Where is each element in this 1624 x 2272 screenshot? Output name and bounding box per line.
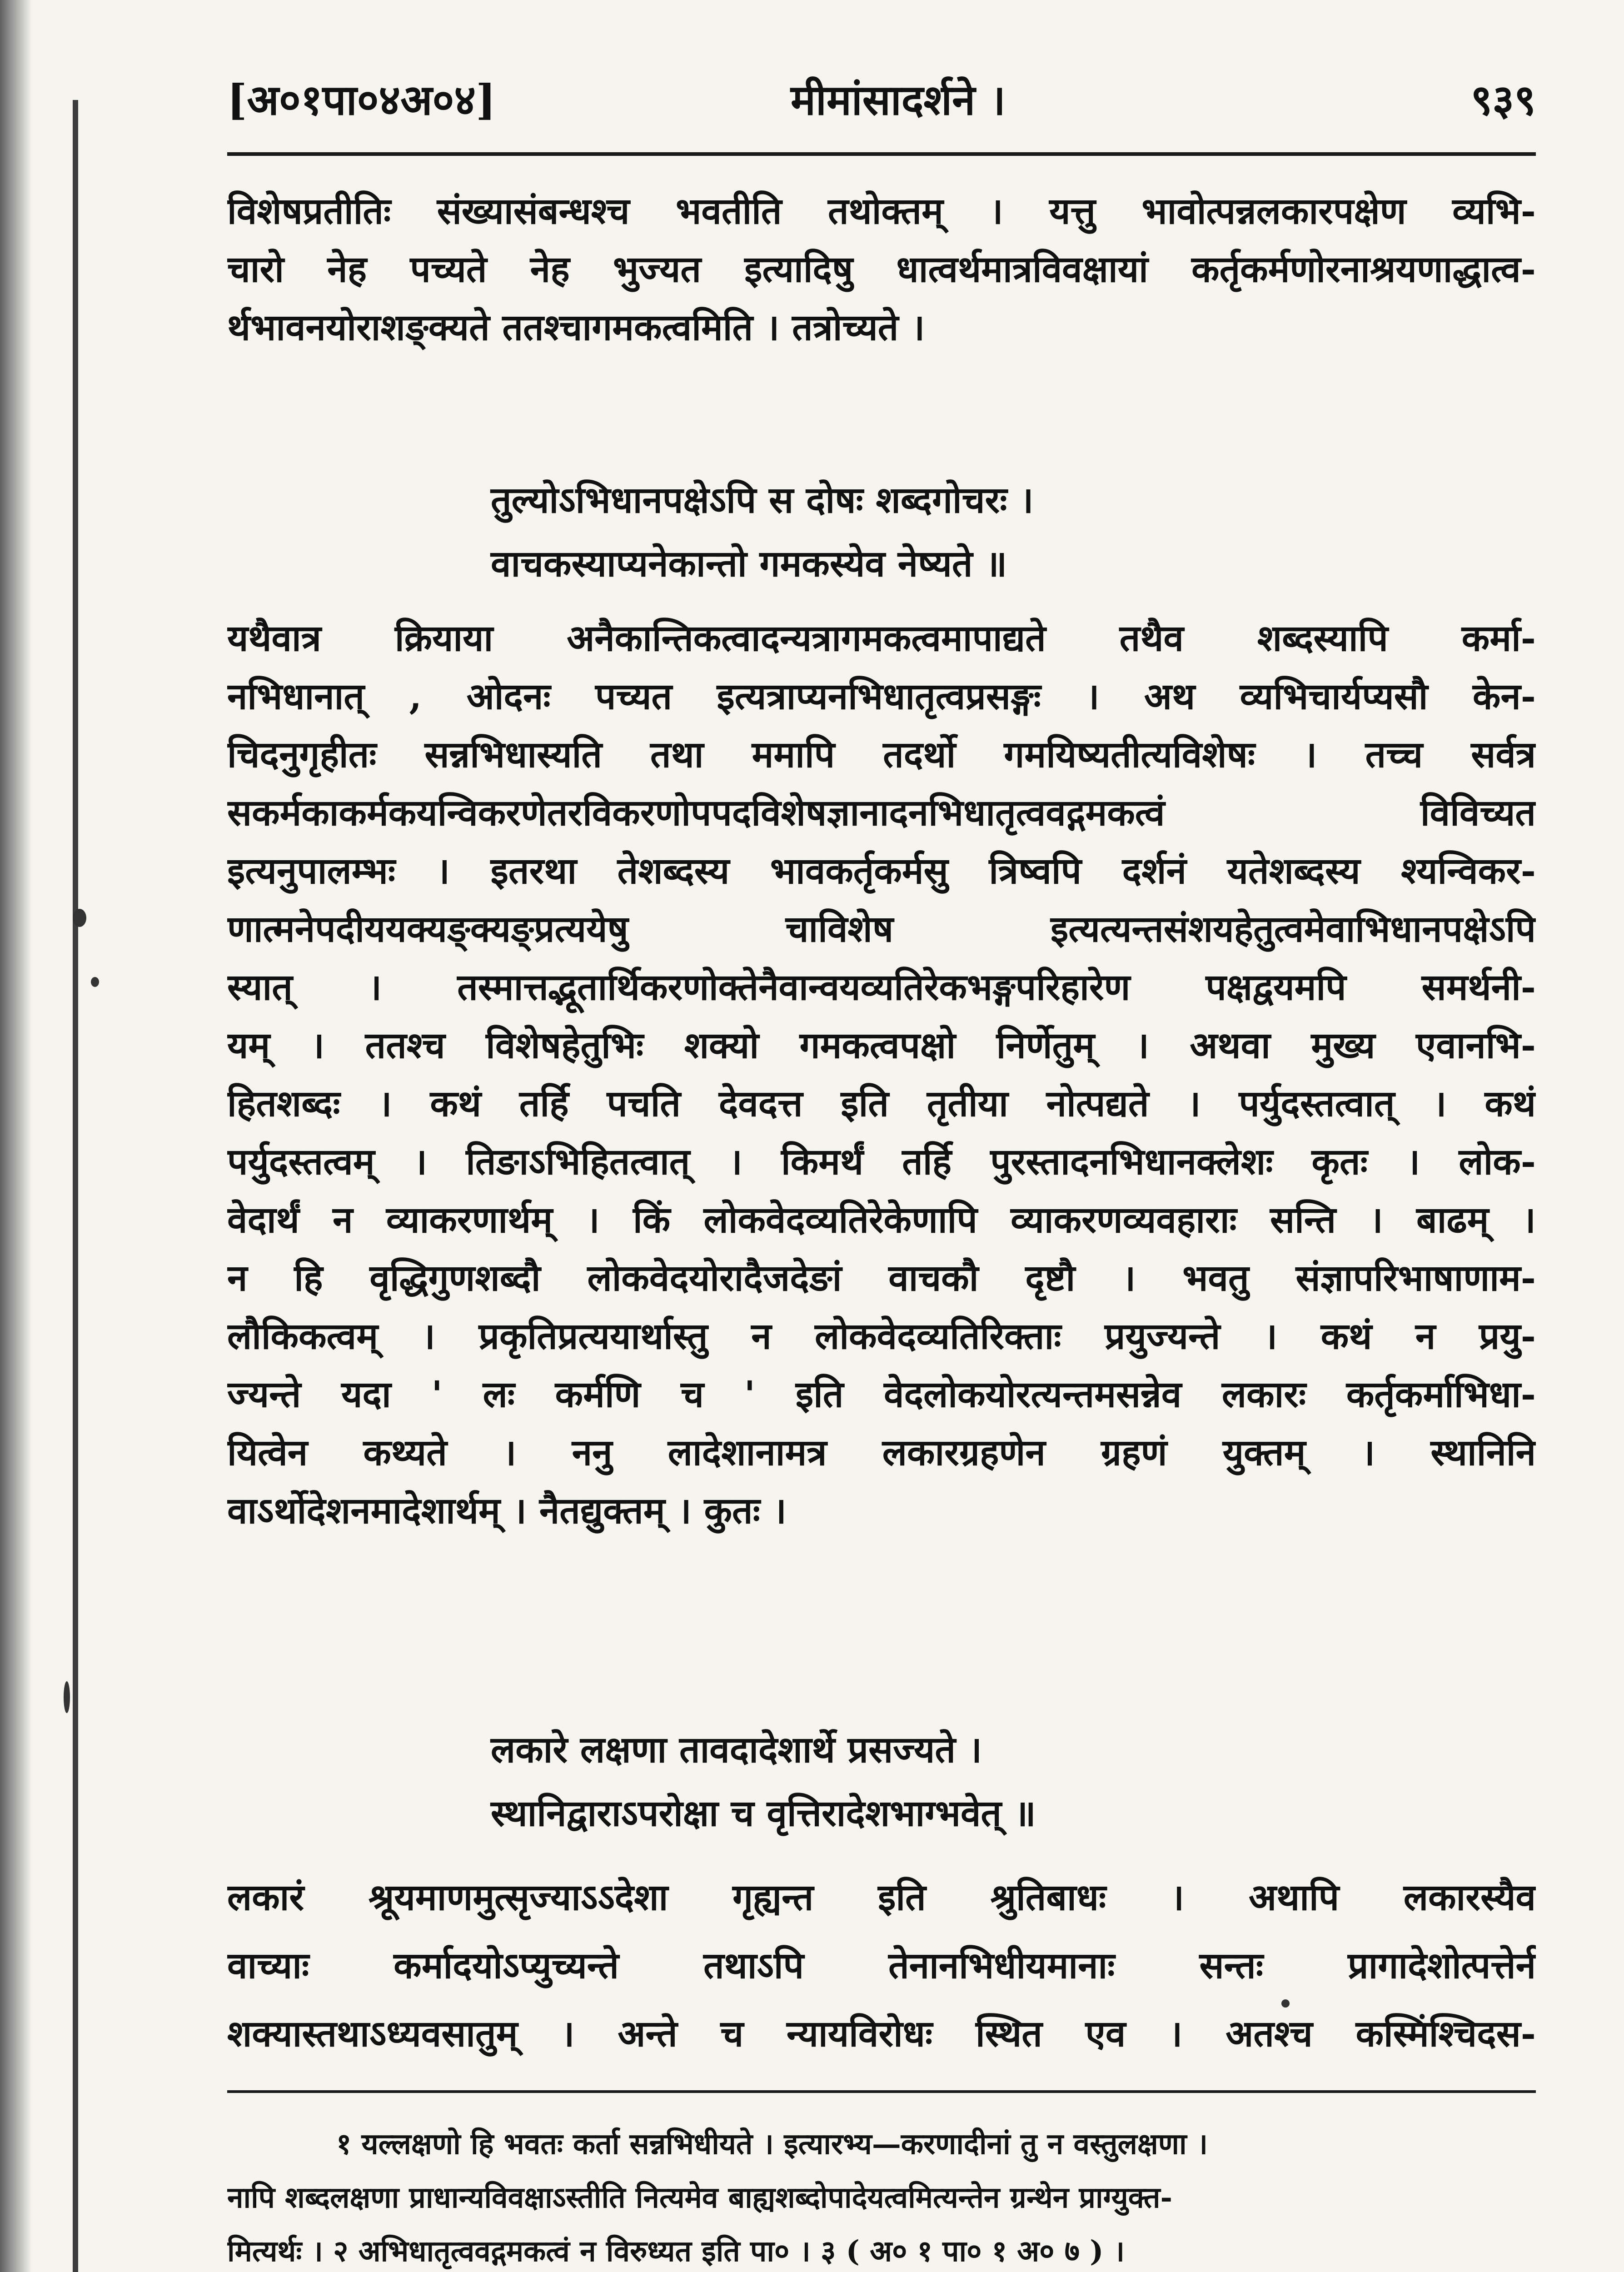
text-line: स्यात् । तस्मात्तद्भूतार्थिकरणोक्तेनैवान्वयव्यतिरेकभङ्गपरिहारेण पक्षद्वयमपि समर्थनी-: [227, 966, 1536, 1008]
page-number: ९३९: [1470, 75, 1536, 125]
footnotes: [227, 2118, 1536, 2272]
text-line: वाच्याः कर्मादयोऽप्युच्यन्ते तथाऽपि तेनानभिधीयमानाः सन्तः प्रागादेशोत्पत्तेर्न: [227, 1944, 1536, 1987]
running-header: [227, 64, 1536, 136]
text-line: नभिधानात् , ओदनः पच्यत इत्यत्राप्यनभिधातृत्वप्रसङ्गः । अथ व्यभिचार्यप्यसौ केन-: [227, 675, 1536, 717]
text-line: चारो नेह पच्यते नेह भुज्यत इत्यादिषु धात्वर्थमात्रविवक्षायां कर्तृकर्मणोरनाश्रयणाद्धात्व-: [227, 248, 1536, 290]
footnote-line: मित्यर्थः । २ अभिधातृत्ववद्गमकत्वं न विरुध्यत इति पा० । ३ ( अ० १ पा० १ अ० ७ ) ।: [227, 2234, 1125, 2268]
text-line: यम् । ततश्च विशेषहेतुभिः शक्यो गमकत्वपक्षो निर्णेतुम् । अथवा मुख्य एवानभि-: [227, 1024, 1536, 1066]
scan-speck: [73, 909, 86, 927]
verse-line: वाचकस्याप्यनेकान्तो गमकस्येव नेष्यते ॥: [491, 542, 1007, 585]
paragraph-2: [227, 609, 1536, 1540]
verse-line: लकारे लक्षणा तावदादेशार्थे प्रसज्यते ।: [491, 1728, 982, 1771]
book-binding-edge: [0, 0, 32, 2272]
text-line: न हि वृद्धिगुणशब्दौ लोकवेदयोरादैजदेङां वाचकौ दृष्टौ । भवतु संज्ञापरिभाषाणाम-: [227, 1256, 1536, 1299]
text-line: लौकिकत्वम् । प्रकृतिप्रत्ययार्थास्तु न लोकवेदव्यतिरिक्ताः प्रयुज्यन्ते । कथं न प्रयु-: [227, 1315, 1536, 1357]
verse-1: [227, 468, 1536, 595]
running-title: मीमांसादर्शने ।: [791, 75, 1006, 125]
footnote-rule: [227, 2090, 1536, 2093]
text-line: लकारं श्रूयमाणमुत्सृज्याऽऽदेशा गृह्यन्त इति श्रुतिबाधः । अथापि लकारस्यैव: [227, 1876, 1536, 1918]
header-rule: [227, 152, 1536, 156]
footnote-line: नापि शब्दलक्षणा प्राधान्यविवक्षाऽस्तीति नित्यमेव बाह्यशब्दोपादेयत्वमित्यन्तेन ग्रन्थेन प्राग्युक्त-: [227, 2181, 1173, 2215]
verse-2: [227, 1718, 1536, 1845]
text-line: र्थभावनयोराशङ्क्यते ततश्चागमकत्वमिति । तत्रोच्यते ।: [227, 306, 925, 349]
text-line: हितशब्दः । कथं तर्हि पचति देवदत्त इति तृतीया नोत्पद्यते । पर्युदस्तत्वात् । कथं: [227, 1082, 1536, 1125]
text-line: पर्युदस्तत्वम् । तिङाऽभिहितत्वात् । किमर्थं तर्हि पुरस्तादनभिधानक्लेशः कृतः । लोक-: [227, 1140, 1536, 1183]
text-line: इत्यनुपालम्भः । इतरथा तेशब्दस्य भावकर्तृकर्मसु त्रिष्वपि दर्शनं यतेशब्दस्य श्यन्विकर-: [227, 849, 1536, 892]
scan-speck: [64, 1681, 70, 1713]
text-line: ज्यन्ते यदा ' लः कर्मणि च ' इति वेदलोकयोरत्यन्तमसन्नेव लकारः कर्तृकर्माभिधा-: [227, 1373, 1536, 1415]
paragraph-1: [227, 182, 1536, 356]
scan-speck: [1281, 1999, 1290, 2008]
text-line: चिदनुगृहीतः सन्नभिधास्यति तथा ममापि तदर्थो गमयिष्यतीत्यविशेषः । तच्च सर्वत्र: [227, 733, 1536, 776]
paragraph-3: [227, 1863, 1536, 2068]
binding-gutter-line: [73, 100, 78, 2272]
text-line: विशेषप्रतीतिः संख्यासंबन्धश्च भवतीति तथोक्तम् । यत्तु भावोत्पन्नलकारपक्षेण व्यभि-: [227, 189, 1536, 232]
text-line: यथैवात्र क्रियाया अनैकान्तिकत्वादन्यत्रागमकत्वमापाद्यते तथैव शब्दस्यापि कर्मा-: [227, 617, 1536, 659]
chapter-reference: [अ०१पा०४अ०४]: [227, 75, 496, 125]
text-line: शक्यास्तथाऽध्यवसातुम् । अन्ते च न्यायविरोधः स्थित एव । अतश्च कस्मिंश्चिदस-: [227, 2012, 1536, 2055]
text-line: यित्वेन कथ्यते । ननु लादेशानामत्र लकारग्रहणेन ग्रहणं युक्तम् । स्थानिनि: [227, 1431, 1536, 1474]
footnote-line: १ यल्लक्षणो हि भवतः कर्ता सन्नभिधीयते । इत्यारभ्य—करणादीनां तु न वस्तुलक्षणा ।: [336, 2127, 1208, 2161]
scan-speck: [91, 977, 99, 987]
text-line: वाऽर्थोदेशनमादेशार्थम् । नैतद्युक्तम् । कुतः ।: [227, 1489, 787, 1532]
verse-line: स्थानिद्वाराऽपरोक्षा च वृत्तिरादेशभाग्भवेत् ॥: [491, 1792, 1036, 1834]
verse-line: तुल्योऽभिधानपक्षेऽपि स दोषः शब्दगोचरः ।: [491, 478, 1034, 521]
text-line: सकर्मकाकर्मकयन्विकरणेतरविकरणोपपदविशेषज्ञानादनभिधातृत्ववद्गमकत्वं विविच्यत: [227, 791, 1536, 834]
text-line: वेदार्थं न व्याकरणार्थम् । किं लोकवेदव्यतिरेकेणापि व्याकरणव्यवहाराः सन्ति । बाढम् ।: [227, 1198, 1536, 1241]
text-line: णात्मनेपदीययक्यङ्क्यङ्प्रत्ययेषु चाविशेष इत्यत्यन्तसंशयहेतुत्वमेवाभिधानपक्षेऽपि: [227, 907, 1536, 950]
